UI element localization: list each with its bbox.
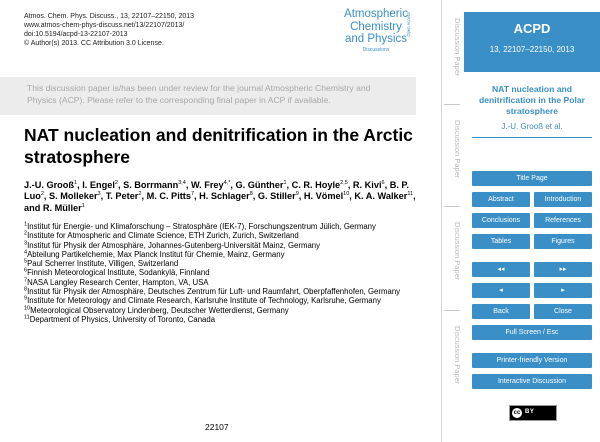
review-notice bbox=[0, 77, 416, 115]
conclusions-button[interactable]: Conclusions bbox=[472, 213, 530, 228]
license-line: © Author(s) 2013. CC Attribution 3.0 License. bbox=[24, 40, 164, 47]
author-name: I. Engel bbox=[82, 180, 115, 190]
author-affiliation-mark: 6 bbox=[381, 179, 385, 186]
introduction-button[interactable]: Introduction bbox=[534, 192, 592, 207]
first-page-button[interactable] bbox=[472, 262, 530, 277]
last-page-icon: ▸▸ bbox=[559, 266, 567, 273]
discussion-paper-strip bbox=[441, 0, 465, 442]
author-affiliation-mark: 4,* bbox=[223, 179, 231, 186]
author-list: J.-U. Grooß$^1$, I. Engel$^2$, S. Borrmann$^{3,4}$, W. Frey$^{4,*}$, G. Günther$^1$, C. R. Hoyle$^{2,5}$, R. Kivi$^6$, B. P. Luo$^2$, S. Molleker$^3$, T. Peter$^2$, M. C. Pitts$^7$, H. Schlager$^8$, G. Stiller$^9$, H. Vömel$^{10}$, K. A. Walker$^{11}$, and R. Müller$^1$ bbox=[24, 179, 416, 213]
sidebar-title: NAT nucleation and denitrification in the Polar stratosphere bbox=[479, 84, 585, 116]
author-affiliation-mark: 2 bbox=[40, 191, 44, 198]
affiliation-number: 3 bbox=[24, 240, 28, 246]
author-name: R. Müller bbox=[42, 202, 82, 213]
affiliation-item bbox=[24, 287, 416, 296]
last-page-button[interactable] bbox=[534, 262, 592, 277]
author-name: B. P. Luo bbox=[24, 180, 409, 202]
affiliation-item bbox=[24, 222, 416, 231]
author-name: R. Kivi bbox=[352, 180, 382, 190]
strip-separator bbox=[444, 206, 460, 207]
open-access-label: Open Access bbox=[406, 12, 411, 37]
author-affiliation-mark: 3 bbox=[97, 191, 101, 198]
author-affiliation-mark: 8 bbox=[249, 191, 253, 198]
cc-icon: cc bbox=[513, 410, 521, 416]
logo-text bbox=[336, 8, 416, 46]
affiliation-text: NASA Langley Research Center, Hampton, VA, USA bbox=[27, 277, 209, 287]
affiliation-number: 5 bbox=[24, 258, 28, 265]
affiliation-item bbox=[24, 241, 416, 250]
author-affiliation-mark: 11 bbox=[407, 191, 414, 198]
affiliation-text: Meteorological Observatory Lindenberg, Deutscher Wetterdienst, Germany bbox=[30, 305, 289, 315]
author-affiliation-mark: 10 bbox=[343, 191, 350, 198]
author-affiliation-mark: 7 bbox=[190, 191, 195, 198]
previous-icon: ◂ bbox=[499, 287, 503, 294]
author-affiliation-mark: 3,4 bbox=[178, 179, 186, 186]
author-name: K. A. Walker bbox=[354, 191, 408, 202]
logo-line: Atmospheric bbox=[344, 8, 408, 20]
abstract-button[interactable]: Abstract bbox=[472, 192, 530, 207]
author-name: T. Peter bbox=[105, 191, 139, 202]
author-name: H. Schlager bbox=[199, 191, 250, 202]
review-notice-text: This discussion paper is/has been under review for the journal Atmospheric Chemistry and Physics (ACP). Please refer to the corresponding final paper in ACP if available. bbox=[27, 83, 371, 105]
author-affiliation-mark: 1 bbox=[81, 202, 85, 209]
affiliation-text: Paul Scherrer Institute, Villigen, Switzerland bbox=[27, 259, 179, 269]
affiliation-text: Abteilung Partikelchemie, Max Planck Institut für Chemie, Mainz, Germany bbox=[27, 249, 285, 259]
strip-label: Discussion Paper bbox=[453, 120, 462, 179]
journal-abbrev: ACPD bbox=[513, 21, 551, 36]
tables-button[interactable]: Tables bbox=[472, 234, 530, 249]
cc-by-label: BY bbox=[525, 409, 535, 415]
next-icon: ▸ bbox=[561, 287, 565, 294]
affiliation-item bbox=[24, 306, 416, 315]
affiliation-text: Institut für Physik der Atmosphäre, Deutsches Zentrum für Luft- und Raumfahrt, Oberpfaffenhofen, Germany bbox=[27, 287, 401, 297]
affiliation-item bbox=[24, 315, 416, 324]
author-name: J.-U. Grooß bbox=[24, 180, 75, 190]
logo-line: and Physics bbox=[344, 33, 407, 45]
affiliation-number: 9 bbox=[24, 295, 28, 302]
affiliation-list bbox=[24, 222, 416, 324]
author-name: G. Stiller bbox=[257, 191, 296, 202]
affiliation-item bbox=[24, 250, 416, 259]
author-affiliation-mark: 1 bbox=[74, 179, 78, 186]
strip-label: Discussion Paper bbox=[453, 326, 462, 385]
author-name: S. Borrmann bbox=[123, 180, 179, 190]
page-number: 22107 bbox=[205, 422, 229, 432]
strip-separator bbox=[444, 104, 460, 105]
interactive-discussion-button[interactable]: Interactive Discussion bbox=[472, 374, 592, 389]
next-page-button[interactable] bbox=[534, 283, 592, 298]
affiliation-number: 7 bbox=[24, 277, 28, 284]
close-button[interactable]: Close bbox=[534, 304, 592, 319]
author-name: G. Günther bbox=[235, 180, 284, 190]
first-page-icon: ◂◂ bbox=[497, 266, 505, 273]
author-name: H. Vömel bbox=[303, 191, 344, 202]
references-button[interactable]: References bbox=[534, 213, 592, 228]
affiliation-text: Department of Physics, University of Toronto, Canada bbox=[29, 314, 216, 324]
affiliation-number: 8 bbox=[24, 286, 28, 293]
citation-header bbox=[24, 12, 194, 48]
strip-label: Discussion Paper bbox=[453, 18, 462, 77]
affiliation-item bbox=[24, 278, 416, 287]
author-affiliation-mark: 2 bbox=[114, 179, 118, 186]
divider bbox=[472, 137, 592, 138]
title-page-button[interactable]: Title Page bbox=[472, 171, 592, 186]
strip-separator bbox=[444, 310, 460, 311]
logo-sub: Discussions bbox=[362, 47, 390, 53]
author-affiliation-mark: 2 bbox=[138, 191, 142, 198]
fullscreen-button[interactable]: Full Screen / Esc bbox=[472, 325, 592, 340]
doi-line: doi:10.5194/acpd-13-22107-2013 bbox=[24, 31, 128, 38]
journal-reference: 13, 22107–22150, 2013 bbox=[489, 45, 575, 54]
citation-line: Atmos. Chem. Phys. Discuss., 13, 22107–22150, 2013 bbox=[24, 13, 195, 20]
author-name: M. C. Pitts bbox=[146, 191, 191, 202]
author-affiliation-mark: 1 bbox=[283, 179, 287, 186]
navigation-sidebar bbox=[464, 0, 600, 442]
affiliation-item bbox=[24, 231, 416, 240]
printer-friendly-button[interactable]: Printer-friendly Version bbox=[472, 353, 592, 368]
sidebar-author: J.-U. Grooß et al. bbox=[501, 122, 563, 131]
strip-label: Discussion Paper bbox=[453, 222, 462, 281]
affiliation-number: 4 bbox=[24, 249, 28, 256]
cc-license-badge[interactable] bbox=[509, 405, 557, 421]
author-name: C. R. Hoyle bbox=[291, 180, 341, 190]
paper-title: NAT nucleation and denitrification in the Arctic stratosphere bbox=[24, 125, 413, 167]
journal-url[interactable]: www.atmos-chem-phys-discuss.net/13/22107/2013/ bbox=[24, 22, 185, 29]
affiliation-number: 10 bbox=[24, 305, 31, 312]
affiliation-text: Finnish Meteorological Institute, Sodankylä, Finnland bbox=[27, 268, 210, 278]
author-affiliation-mark: 9 bbox=[295, 191, 299, 198]
back-button[interactable]: Back bbox=[472, 304, 530, 319]
figures-button[interactable]: Figures bbox=[534, 234, 592, 249]
previous-page-button[interactable] bbox=[472, 283, 530, 298]
affiliation-text: Institut für Energie- und Klimaforschung – Stratosphäre (IEK-7), Forschungszentrum Jülich, Germany bbox=[27, 222, 376, 231]
affiliation-text: Institut für Physik der Atmosphäre, Johannes-Gutenberg-Universität Mainz, Germany bbox=[27, 240, 321, 250]
logo-line: Chemistry bbox=[350, 20, 402, 33]
author-name: S. Molleker bbox=[49, 191, 98, 202]
affiliation-text: Institute for Atmospheric and Climate Science, ETH Zurich, Zurich, Switzerland bbox=[27, 231, 299, 241]
affiliation-number: 6 bbox=[24, 267, 28, 274]
affiliation-text: Institute for Meteorology and Climate Research, Karlsruhe Institute of Technology, Karlsruhe, Germany bbox=[27, 296, 381, 306]
affiliation-number: 11 bbox=[24, 314, 30, 321]
affiliation-number: 1 bbox=[24, 221, 28, 228]
author-name: W. Frey bbox=[190, 180, 224, 190]
journal-logo bbox=[318, 8, 430, 70]
affiliation-number: 2 bbox=[24, 230, 28, 237]
affiliation-item bbox=[24, 296, 416, 305]
author-affiliation-mark: 2,5 bbox=[340, 179, 348, 186]
affiliation-item bbox=[24, 268, 416, 277]
